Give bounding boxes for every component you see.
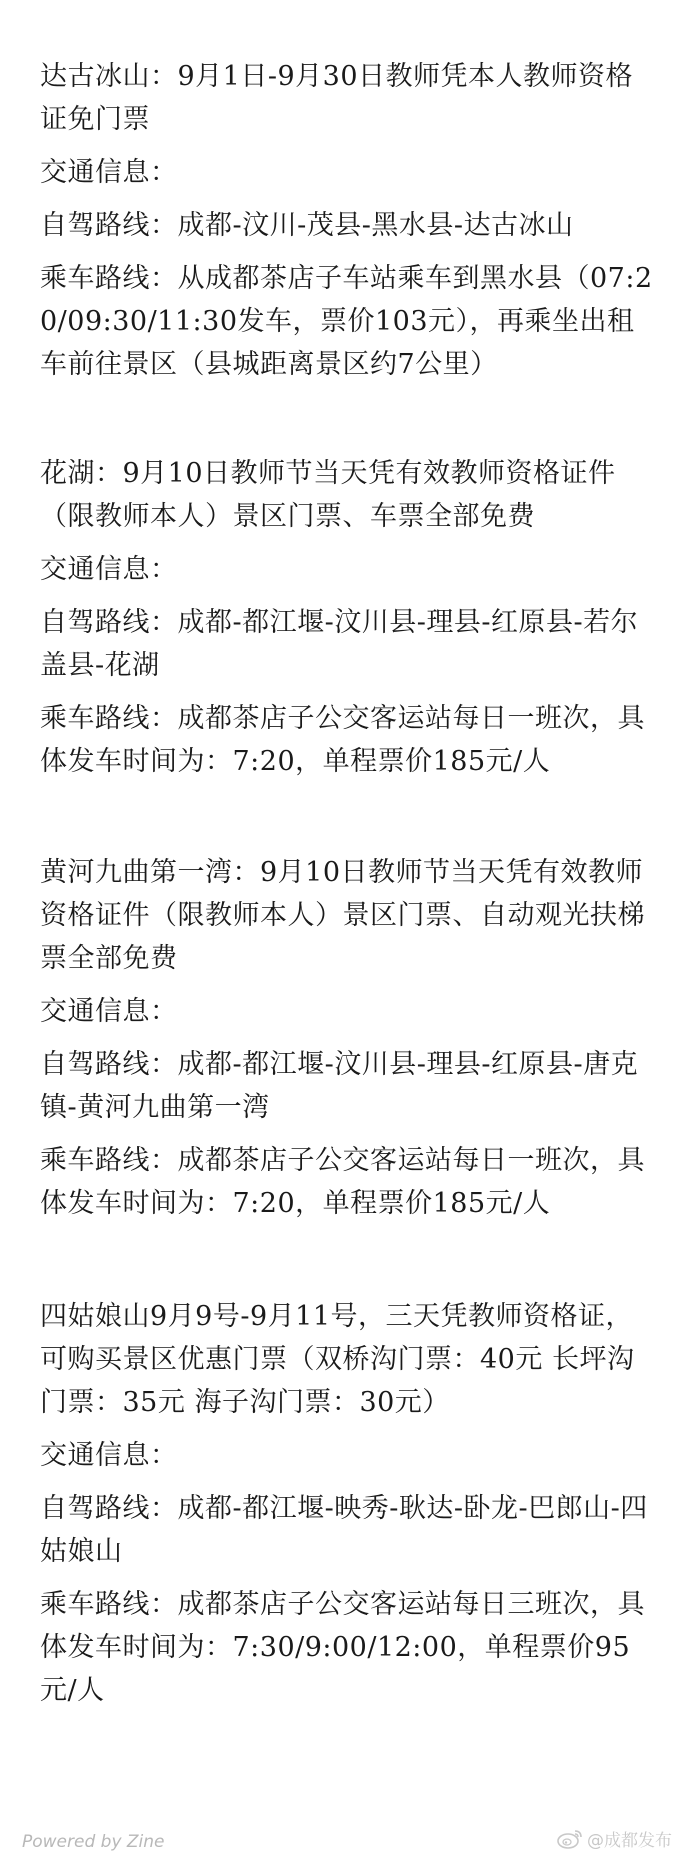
drive-route: 自驾路线：成都-都江堰-汶川县-理县-红原县-唐克镇-黄河九曲第一湾: [40, 1049, 639, 1123]
section-flower-lake: [40, 452, 660, 783]
section-yellow-river-bend: [40, 851, 660, 1225]
transport-label: 交通信息：: [40, 1440, 178, 1471]
section-title: 花湖：9月10日教师节当天凭有效教师资格证件（限教师本人）景区门票、车票全部免费: [40, 458, 616, 532]
bus-route: 乘车路线：成都茶店子公交客运站每日三班次，具体发车时间为：7:30/9:00/12:00，单程票价95元/人: [40, 1589, 645, 1706]
drive-route: 自驾路线：成都-汶川-茂县-黑水县-达古冰山: [40, 210, 574, 241]
bus-route: 乘车路线：成都茶店子公交客运站每日一班次，具体发车时间为：7:20，单程票价185元/人: [40, 703, 645, 777]
drive-route: 自驾路线：成都-都江堰-汶川县-理县-红原县-若尔盖县-花湖: [40, 607, 639, 681]
transport-label: 交通信息：: [40, 554, 178, 585]
section-title: 四姑娘山9月9号-9月11号，三天凭教师资格证，可购买景区优惠门票（双桥沟门票：40元 长坪沟门票：35元 海子沟门票：30元）: [40, 1301, 635, 1418]
powered-by-label: Powered by Zine: [22, 1832, 165, 1852]
watermark-text: @成都发布: [587, 1831, 672, 1851]
section-title: 达古冰山：9月1日-9月30日教师凭本人教师资格证免门票: [40, 61, 634, 135]
transport-label: 交通信息：: [40, 996, 178, 1027]
bus-route: 乘车路线：成都茶店子公交客运站每日一班次，具体发车时间为：7:20，单程票价185元/人: [40, 1145, 645, 1219]
section-dagu-glacier: [40, 55, 660, 386]
section-title: 黄河九曲第一湾：9月10日教师节当天凭有效教师资格证件（限教师本人）景区门票、自动观光扶梯票全部免费: [40, 857, 645, 974]
watermark: [557, 1826, 672, 1851]
drive-route: 自驾路线：成都-都江堰-映秀-耿达-卧龙-巴郎山-四姑娘山: [40, 1493, 648, 1567]
weibo-icon: [557, 1828, 583, 1850]
section-siguniang-mountain: [40, 1295, 660, 1712]
transport-label: 交通信息：: [40, 157, 178, 188]
bus-route: 乘车路线：从成都茶店子车站乘车到黑水县（07:20/09:30/11:30发车，票价103元），再乘坐出租车前往景区（县城距离景区约7公里）: [40, 263, 653, 380]
